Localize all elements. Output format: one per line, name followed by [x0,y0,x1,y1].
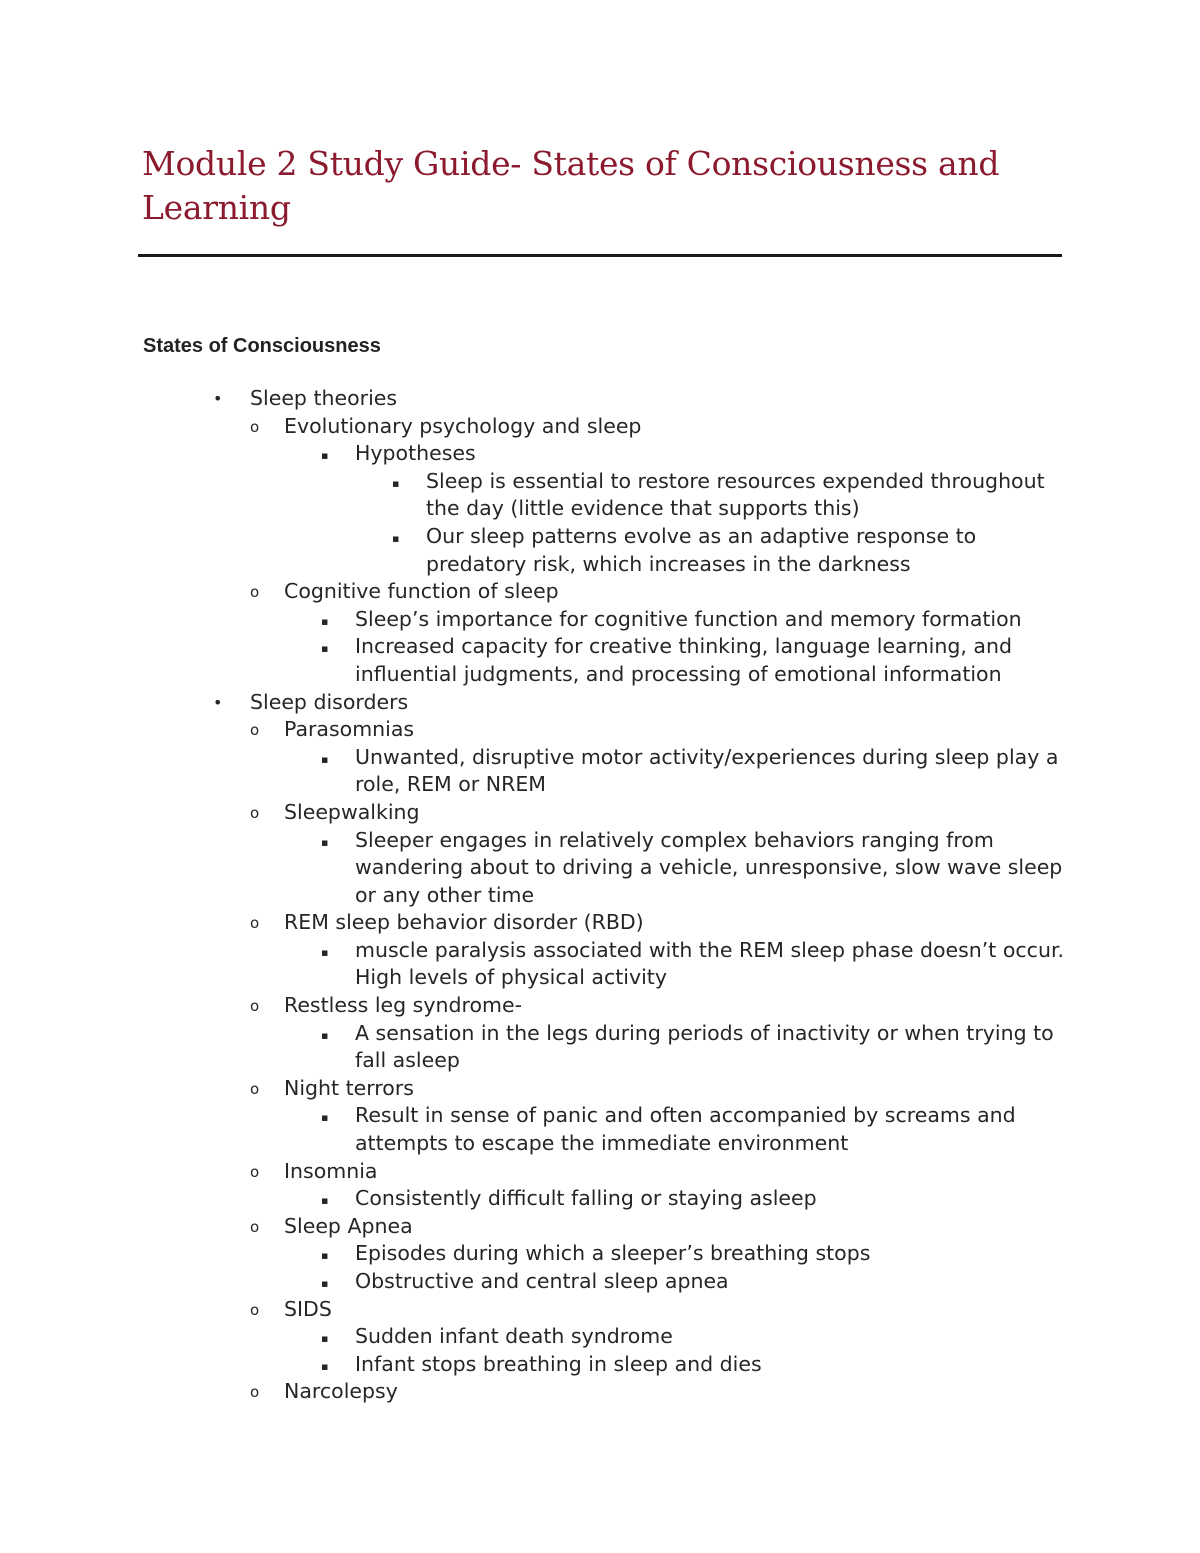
outline-item-text: REM sleep behavior disorder (RBD) [284,910,644,935]
outline-item-text: Evolutionary psychology and sleep [284,413,642,438]
bullet-level-2-icon: o [250,1162,260,1181]
outline-item-level-2 [0,1378,1064,1406]
outline-list [0,385,1200,1406]
bullet-level-3-icon: ▪ [321,642,329,656]
outline-item-level-4 [0,523,1066,578]
outline-item-level-3 [0,827,1065,910]
outline-item-level-3 [0,1351,1065,1379]
outline-item-level-3 [0,1268,1065,1296]
outline-item-level-2 [0,992,1064,1020]
outline-item-text: A sensation in the legs during periods of inactivity or when trying to fall asleep [355,1020,1054,1073]
bullet-level-3-icon: ▪ [321,1111,329,1125]
outline-item-text: muscle paralysis associated with the REM sleep phase doesn’t occur. High levels of physical activity [355,937,1065,990]
outline-item-level-4 [0,468,1066,523]
bullet-level-1-icon: • [213,389,223,408]
bullet-level-1-icon: • [213,692,223,712]
bullet-level-2-icon: o [250,583,260,602]
outline-item-text: Cognitive function of sleep [284,579,559,604]
outline-item-text: SIDS [284,1296,332,1321]
section-heading: States of Consciousness [143,335,381,357]
bullet-level-4-icon: ▪ [392,531,400,545]
outline-item-level-3 [0,1185,1065,1213]
bullet-level-3-icon: ▪ [321,1332,329,1346]
outline-item-text: Sleep theories [250,386,398,410]
outline-item-text: Night terrors [284,1075,414,1100]
bullet-level-3-icon: ▪ [321,752,329,766]
bullet-level-2-icon: o [250,1217,260,1236]
outline-item-text: Result in sense of panic and often accompanied by screams and attempts to escape the immediate environment [355,1103,1016,1156]
outline-item-text: Unwanted, disruptive motor activity/experiences during sleep play a role, REM or NREM [355,744,1059,797]
outline-item-level-2 [0,716,1064,744]
bullet-level-3-icon: ▪ [321,1277,329,1290]
outline-item-text: Infant stops breathing in sleep and dies [355,1351,762,1376]
outline-item-text: Sleep disorders [250,689,409,714]
outline-item-text: Insomnia [284,1158,378,1183]
outline-item-text: Our sleep patterns evolve as an adaptive response to predatory risk, which increases in the darkness [426,523,977,576]
outline-item-text: Sudden infant death syndrome [355,1324,673,1349]
title-divider [138,254,1062,257]
bullet-level-2-icon: o [250,1300,260,1319]
outline-item-text: Consistently difficult falling or staying asleep [355,1186,817,1211]
outline-item-level-3 [0,744,1065,799]
outline-item-level-3 [0,1240,1065,1268]
bullet-level-3-icon: ▪ [321,1194,329,1208]
bullet-level-3-icon: ▪ [321,614,329,628]
outline-item-text: Obstructive and central sleep apnea [355,1269,729,1293]
bullet-level-3-icon: ▪ [321,1249,329,1263]
bullet-level-2-icon: o [250,803,260,822]
outline-item-text: Hypotheses [355,441,476,466]
bullet-level-2-icon: o [250,721,260,740]
outline-item-level-2 [0,413,1064,441]
outline-item-level-2 [0,578,1064,606]
outline-item-level-3 [0,1020,1065,1075]
outline-item-level-2 [0,799,1064,827]
outline-item-text: Restless leg syndrome- [284,993,522,1018]
bullet-level-3-icon: ▪ [321,1028,329,1042]
outline-item-text: Sleeper engages in relatively complex behaviors ranging from wandering about to driving a vehicle, unresponsive, slow wave sleep or any other time [355,827,1063,907]
bullet-level-2-icon: o [250,997,260,1016]
bullet-level-4-icon: ▪ [392,476,400,490]
outline-item-text: Episodes during which a sleeper’s breathing stops [355,1241,871,1266]
outline-item-text: Sleepwalking [284,799,420,824]
outline-item-text: Parasomnias [284,717,415,742]
outline-item-level-2 [0,909,1064,937]
outline-item-level-3 [0,937,1065,992]
outline-item-text: Narcolepsy [284,1379,398,1404]
outline-item-text: Increased capacity for creative thinking, language learning, and influential judgments, and processing of emotional information [355,634,1012,686]
outline-item-level-2 [0,1075,1064,1103]
outline-item-level-3 [0,1102,1065,1157]
outline-item-text: Sleep is essential to restore resources expended throughout the day (little evidence that supports this) [426,468,1045,521]
bullet-level-2-icon: o [250,1383,260,1402]
outline-item-level-1 [0,689,1050,717]
bullet-level-3-icon: ▪ [321,449,329,463]
outline-item-level-3 [0,606,1065,634]
document-title: Module 2 Study Guide- States of Consciousness and Learning [142,144,1000,227]
outline-item-level-1 [0,385,1050,413]
outline-item-level-2 [0,1296,1064,1324]
outline-item-level-3 [0,1323,1065,1351]
bullet-level-2-icon: o [250,1079,260,1098]
outline-item-level-3 [0,440,1065,468]
bullet-level-3-icon: ▪ [321,945,329,959]
outline-item-text: Sleep Apnea [284,1213,413,1238]
outline-item-level-2 [0,1213,1064,1241]
outline-item-level-3 [0,633,1065,688]
bullet-level-3-icon: ▪ [321,835,329,849]
bullet-level-2-icon: o [250,914,260,933]
bullet-level-3-icon: ▪ [321,1359,329,1373]
outline-item-text: Sleep’s importance for cognitive function and memory formation [355,606,1022,631]
outline-item-level-2 [0,1158,1064,1186]
bullet-level-2-icon: o [250,417,260,436]
